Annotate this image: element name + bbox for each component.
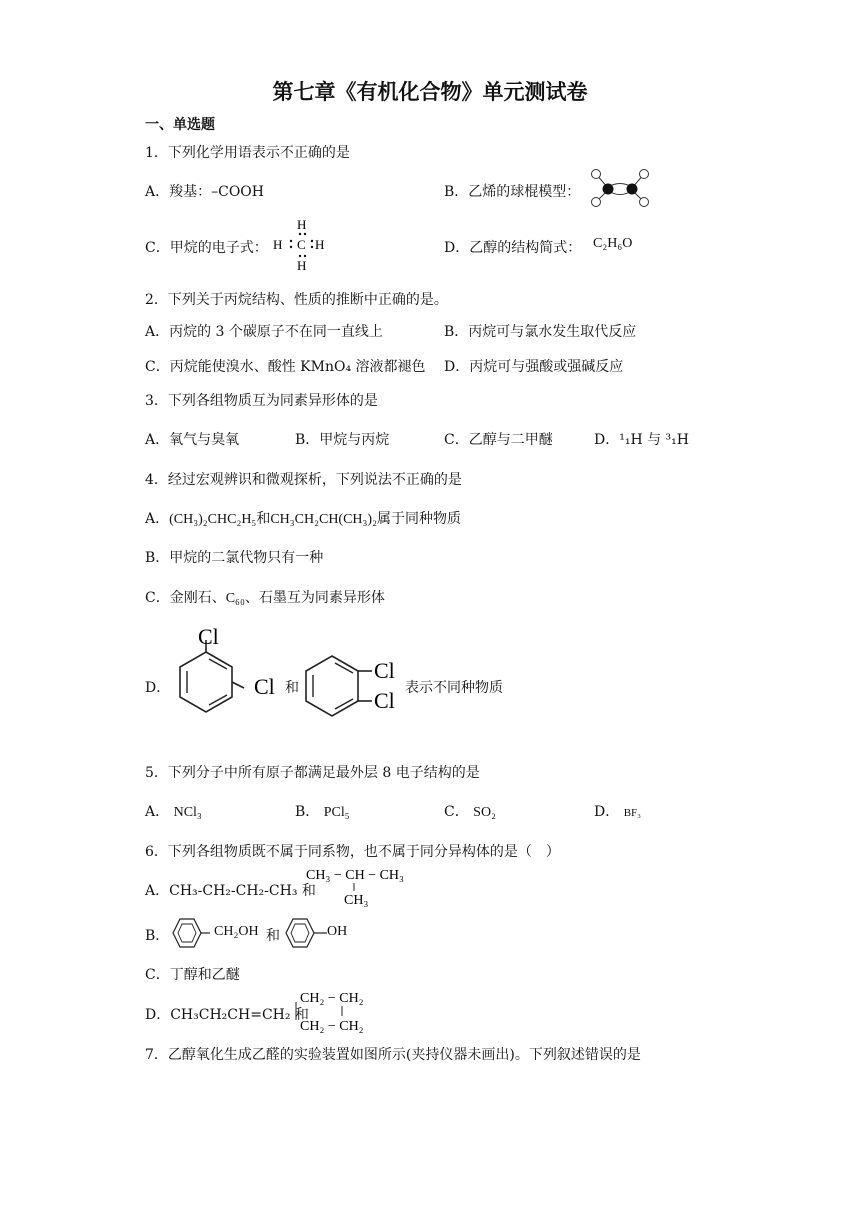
ethylene-ball-stick-model xyxy=(588,168,652,212)
q2-option-d: D．丙烷可与强酸或强碱反应 xyxy=(444,359,624,375)
q5-b-label: B． xyxy=(295,804,320,820)
q4-option-b: B．甲烷的二氯代物只有一种 xyxy=(145,550,324,566)
q6-b-and: 和 xyxy=(266,928,280,944)
q5-option-c xyxy=(444,801,496,821)
benzyl-alcohol-structure xyxy=(168,916,218,950)
q5-a-formula: NCl₃ xyxy=(173,805,202,820)
cl-label: Cl xyxy=(198,624,219,649)
carbon: C xyxy=(297,237,306,252)
q5-option-b xyxy=(295,801,350,821)
question-1-stem: 1．下列化学用语表示不正确的是 xyxy=(145,145,350,161)
cyclobutane-top: CH₂ − CH₂ xyxy=(300,991,364,1006)
cl-label: Cl xyxy=(374,688,395,713)
q4-a-formula-2: CH₃CH₂CH(CH₃)₂ xyxy=(270,512,377,527)
q3-option-b: B．甲烷与丙烷 xyxy=(295,432,390,448)
q1-option-a: A．羧基：–COOH xyxy=(145,184,264,200)
q4-option-d-label: D． xyxy=(145,680,171,696)
h-right: H xyxy=(315,237,325,252)
question-2-stem: 2．下列关于丙烷结构、性质的推断中正确的是。 xyxy=(145,292,448,308)
ethanol-formula: C₂H₆O xyxy=(593,236,633,251)
cl-label: Cl xyxy=(374,658,395,683)
ch2oh-group: CH₂OH xyxy=(214,924,259,939)
q6-option-d: D．CH₃CH₂CH=CH₂ 和 xyxy=(145,1007,309,1023)
phenol-structure xyxy=(281,916,331,950)
q5-d-formula: BF₃ xyxy=(623,807,641,819)
q2-option-c: C．丙烷能使溴水、酸性 KMnO₄ 溶液都褪色 xyxy=(145,359,426,375)
q4-a-suffix: 属于同种物质 xyxy=(376,511,461,527)
page-title: 第七章《有机化合物》单元测试卷 xyxy=(272,79,588,104)
question-4-stem: 4．经过宏观辨识和微观探析，下列说法不正确的是 xyxy=(145,472,462,488)
dichlorobenzene-structure-1 xyxy=(172,624,287,738)
q2-option-a: A．丙烷的 3 个碳原子不在同一直线上 xyxy=(145,324,383,340)
q6-option-a: A．CH₃-CH₂-CH₂-CH₃ 和 xyxy=(145,883,316,899)
q4-d-and: 和 xyxy=(285,680,299,696)
cl-label: Cl xyxy=(254,674,275,699)
q4-c-suffix: 、石墨互为同素异形体 xyxy=(244,590,385,606)
q4-option-c xyxy=(145,587,385,607)
cyclobutane-structure xyxy=(296,988,386,1034)
q5-option-d xyxy=(594,801,641,821)
isobutane-main-chain: CH₃ − CH − CH₃ xyxy=(306,868,404,883)
q4-a-label: A． xyxy=(145,511,170,527)
q3-option-d: D．¹₁H 与 ³₁H xyxy=(594,432,689,448)
q2-option-b: B．丙烷可与氯水发生取代反应 xyxy=(444,324,637,340)
dichlorobenzene-structure-2 xyxy=(298,650,408,734)
h-bottom: H xyxy=(297,258,307,273)
q4-c-label: C．金刚石、 xyxy=(145,590,226,606)
q5-a-label: A． xyxy=(145,804,170,820)
q5-c-formula: SO₂ xyxy=(473,805,496,820)
q4-a-and: 和 xyxy=(256,511,271,527)
q4-option-a xyxy=(145,508,461,528)
q6-option-b-label: B． xyxy=(145,928,170,944)
question-6-stem: 6．下列各组物质既不属于同系物，也不属于同分异构体的是（ ） xyxy=(145,844,560,860)
isobutane-branch: CH₃ xyxy=(344,893,369,908)
q5-b-formula: PCl₅ xyxy=(323,805,350,820)
q1-option-d: D．乙醇的结构简式： xyxy=(444,240,582,256)
q4-d-suffix: 表示不同种物质 xyxy=(405,680,503,696)
section-heading: 一、单选题 xyxy=(145,117,215,133)
q5-c-label: C． xyxy=(444,804,469,820)
question-5-stem: 5．下列分子中所有原子都满足最外层 8 电子结构的是 xyxy=(145,765,480,781)
q1-option-b: B．乙烯的球棍模型： xyxy=(444,184,581,200)
q4-a-formula-1: (CH₃)₂CHC₂H₅ xyxy=(169,512,257,527)
h-left: H xyxy=(273,237,283,252)
question-3-stem: 3．下列各组物质互为同素异形体的是 xyxy=(145,393,378,409)
h-top: H xyxy=(297,217,307,232)
methane-electron-formula xyxy=(273,216,333,274)
isobutane-structure xyxy=(306,864,416,908)
q6-option-c: C．丁醇和乙醚 xyxy=(145,967,240,983)
q3-option-a: A．氧气与臭氧 xyxy=(145,432,240,448)
cyclobutane-bottom: CH₂ − CH₂ xyxy=(300,1019,364,1034)
q3-option-c: C．乙醇与二甲醚 xyxy=(444,432,553,448)
q5-option-a xyxy=(145,801,202,821)
q4-c-formula: C₆₀ xyxy=(225,591,245,606)
q1-option-c: C．甲烷的电子式： xyxy=(145,240,268,256)
question-7-stem: 7．乙醇氧化生成乙醛的实验装置如图所示(夹持仪器未画出)。下列叙述错误的是 xyxy=(145,1047,641,1063)
oh-group: OH xyxy=(327,924,348,939)
q5-d-label: D． xyxy=(594,804,620,820)
